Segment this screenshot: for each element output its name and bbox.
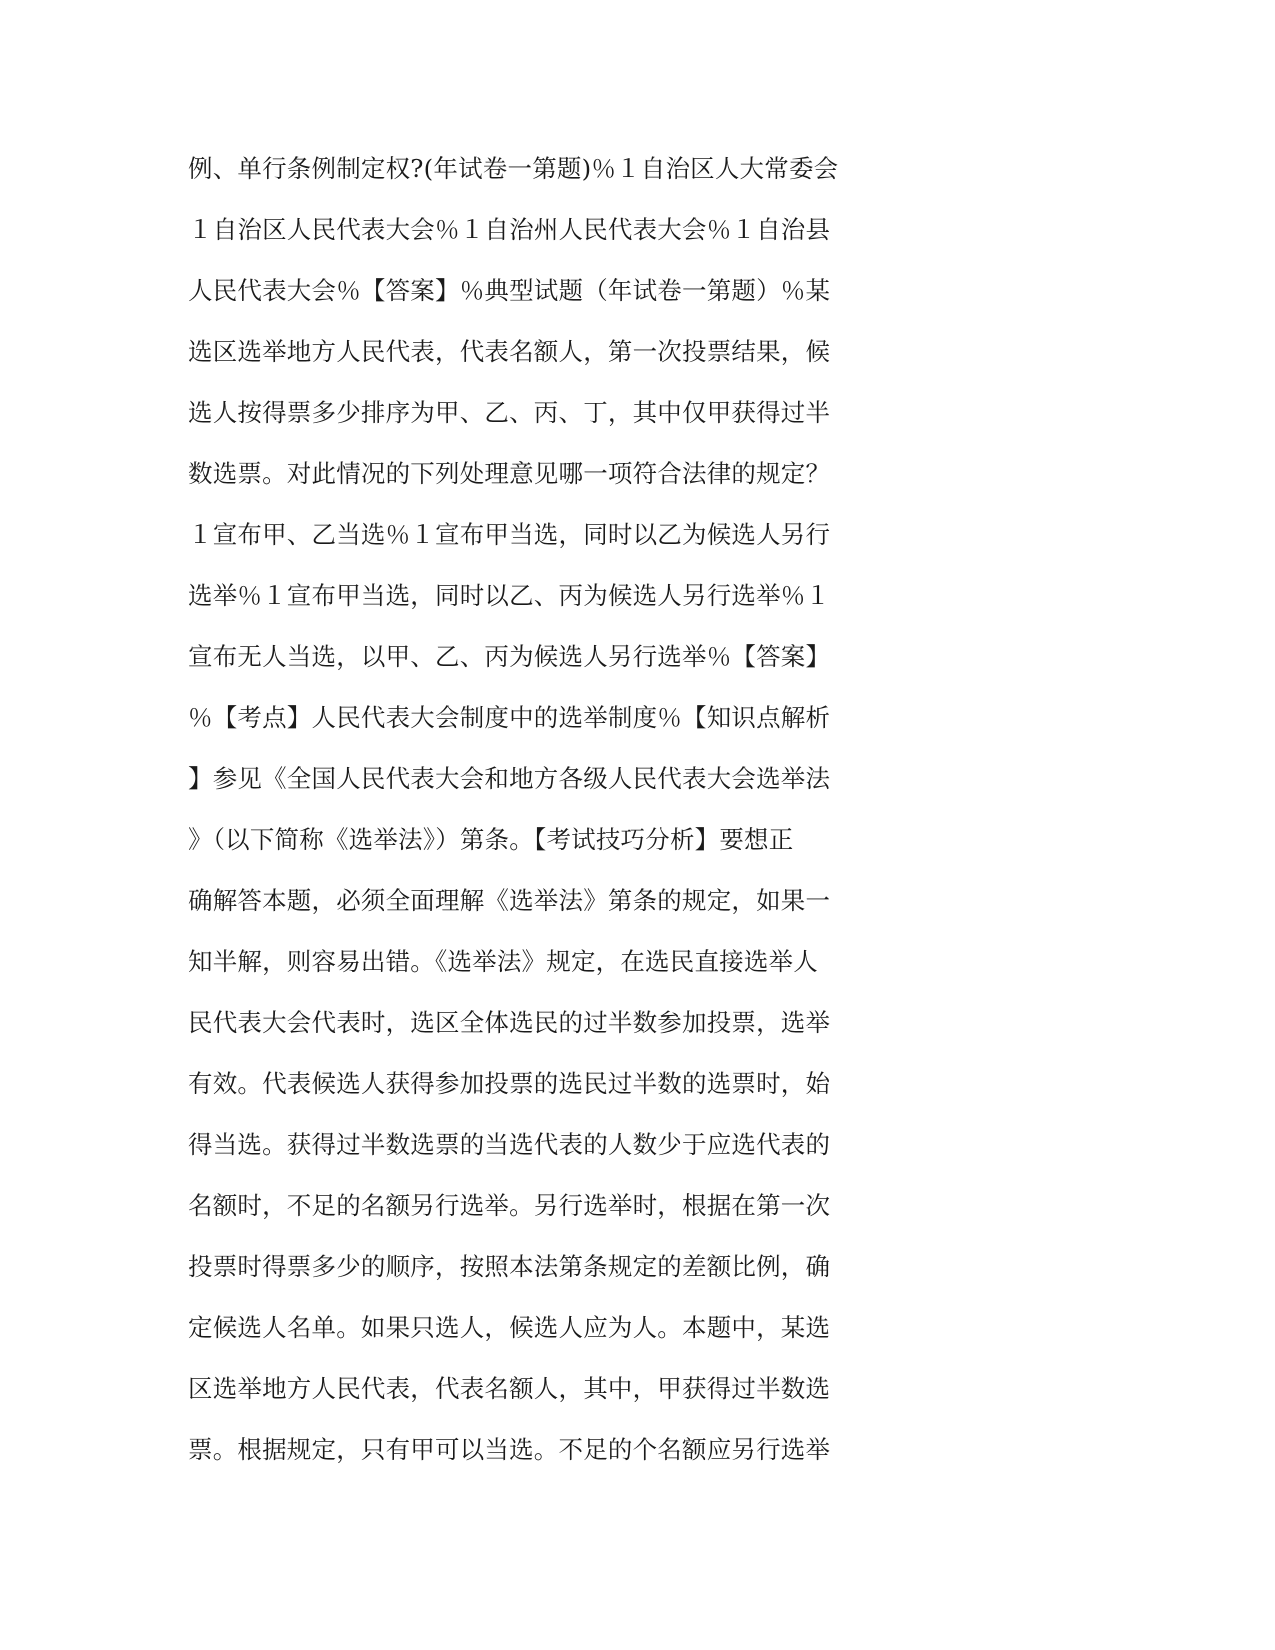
text-line: 知半解，则容易出错。《选举法》规定，在选民直接选举人 xyxy=(188,947,818,976)
text-line: 票。根据规定，只有甲可以当选。不足的个名额应另行选举 xyxy=(188,1435,831,1464)
text-line: 区选举地方人民代表，代表名额人，其中，甲获得过半数选 xyxy=(188,1374,831,1403)
text-line: 选区选举地方人民代表，代表名额人，第一次投票结果，候 xyxy=(188,337,831,366)
text-line: 得当选。获得过半数选票的当选代表的人数少于应选代表的 xyxy=(188,1130,831,1159)
text-line: 例、单行条例制定权?(年试卷一第题)％１自治区人大常委会 xyxy=(188,154,838,183)
text-line: 》（以下简称《选举法》）第条。【考试技巧分析】要想正 xyxy=(188,825,794,854)
text-line: １自治区人民代表大会％１自治州人民代表大会％１自治县 xyxy=(188,215,831,244)
text-line: 人民代表大会％【答案】％典型试题（年试卷一第题）％某 xyxy=(188,276,831,305)
text-line: 有效。代表候选人获得参加投票的选民过半数的选票时，始 xyxy=(188,1069,831,1098)
text-line: 确解答本题，必须全面理解《选举法》第条的规定，如果一 xyxy=(188,886,831,915)
text-line: 投票时得票多少的顺序，按照本法第条规定的差额比例，确 xyxy=(188,1252,831,1281)
text-line: 】参见《全国人民代表大会和地方各级人民代表大会选举法 xyxy=(188,764,831,793)
text-line: １宣布甲、乙当选％１宣布甲当选，同时以乙为候选人另行 xyxy=(188,520,831,549)
text-line: 选举％１宣布甲当选，同时以乙、丙为候选人另行选举％１ xyxy=(188,581,831,610)
text-line: 选人按得票多少排序为甲、乙、丙、丁，其中仅甲获得过半 xyxy=(188,398,831,427)
body-text xyxy=(188,138,838,1480)
text-line: 定候选人名单。如果只选人，候选人应为人。本题中，某选 xyxy=(188,1313,831,1342)
text-line: 数选票。对此情况的下列处理意见哪一项符合法律的规定？ xyxy=(188,459,831,488)
text-line: 民代表大会代表时，选区全体选民的过半数参加投票，选举 xyxy=(188,1008,831,1037)
text-line: 名额时，不足的名额另行选举。另行选举时，根据在第一次 xyxy=(188,1191,831,1220)
text-line: 宣布无人当选，以甲、乙、丙为候选人另行选举％【答案】 xyxy=(188,642,831,671)
text-line: ％【考点】人民代表大会制度中的选举制度％【知识点解析 xyxy=(188,703,831,732)
